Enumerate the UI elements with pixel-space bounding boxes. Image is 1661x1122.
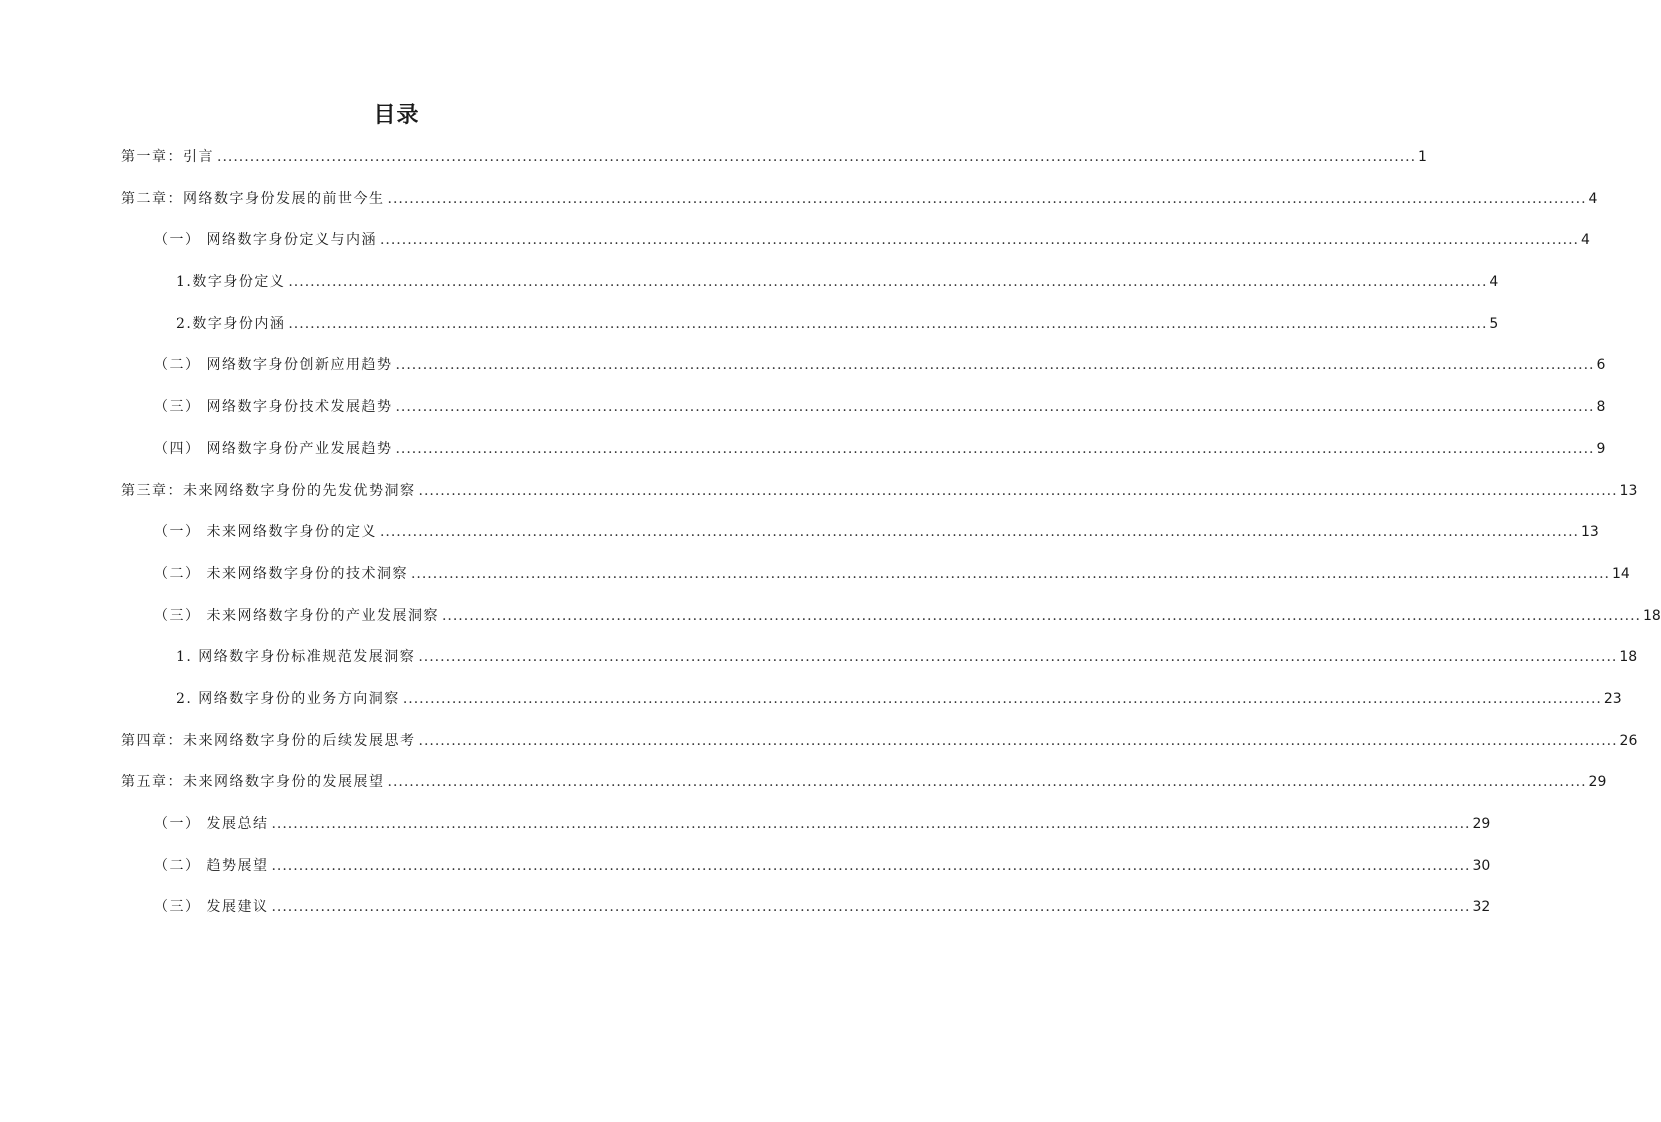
- toc-dot-leader: ............................................................................................................................................................................................................................: [217, 149, 1417, 165]
- toc-entry[interactable]: [121, 312, 1499, 354]
- toc-dot-leader: ............................................................................................................................................................................................................................: [387, 774, 1587, 791]
- toc-entry[interactable]: [121, 770, 1607, 812]
- toc-dot-leader: ............................................................................................................................................................................................................................: [379, 232, 1579, 249]
- toc-page-number: 8: [1596, 399, 1606, 416]
- toc-dot-leader: ............................................................................................................................................................................................................................: [418, 482, 1618, 499]
- toc-entry-label: 2. 网络数字身份的业务方向洞察: [176, 690, 400, 707]
- toc-entry-label: （一） 网络数字身份定义与内涵: [154, 232, 377, 249]
- toc-entry-label: （二） 趋势展望: [154, 857, 269, 874]
- toc-dot-leader: ............................................................................................................................................................................................................................: [379, 524, 1579, 541]
- toc-entry-label: 1. 网络数字身份标准规范发展洞察: [176, 649, 416, 666]
- toc-entry[interactable]: [121, 228, 1590, 270]
- toc-entry-label: 2.数字身份内涵: [176, 315, 286, 332]
- toc-entry-label: 第四章：未来网络数字身份的后续发展思考: [121, 732, 416, 749]
- toc-title: 目录: [373, 103, 420, 128]
- toc-entry-label: 第三章：未来网络数字身份的先发优势洞察: [121, 482, 416, 499]
- toc-entry[interactable]: [121, 479, 1638, 521]
- toc-list: [121, 145, 1661, 937]
- toc-page-number: 29: [1472, 816, 1491, 832]
- toc-entry[interactable]: [121, 145, 1427, 187]
- toc-entry[interactable]: [121, 562, 1630, 604]
- toc-dot-leader: ............................................................................................................................................................................................................................: [418, 732, 1618, 749]
- toc-page-number: 6: [1596, 357, 1606, 374]
- toc-entry[interactable]: [121, 520, 1599, 562]
- toc-entry[interactable]: [121, 604, 1661, 646]
- toc-page-number: 23: [1603, 690, 1622, 707]
- toc-page-number: 18: [1619, 649, 1638, 666]
- toc-entry-label: （三） 网络数字身份技术发展趋势: [154, 399, 393, 416]
- toc-entry-label: 1.数字身份定义: [176, 274, 286, 291]
- toc-entry[interactable]: [121, 187, 1598, 229]
- toc-entry-label: （二） 网络数字身份创新应用趋势: [154, 357, 393, 374]
- toc-page-number: 29: [1588, 774, 1607, 791]
- toc-dot-leader: ............................................................................................................................................................................................................................: [410, 565, 1610, 582]
- toc-entry-label: 第二章：网络数字身份发展的前世今生: [121, 190, 385, 207]
- toc-dot-leader: ............................................................................................................................................................................................................................: [395, 440, 1595, 457]
- toc-page-number: 4: [1588, 190, 1598, 207]
- toc-dot-leader: ............................................................................................................................................................................................................................: [271, 816, 1471, 832]
- toc-page-number: 18: [1643, 607, 1661, 624]
- toc-dot-leader: ............................................................................................................................................................................................................................: [441, 607, 1641, 624]
- toc-page-number: 26: [1619, 732, 1638, 749]
- toc-entry-label: （二） 未来网络数字身份的技术洞察: [154, 565, 408, 582]
- toc-page-number: 13: [1581, 524, 1599, 541]
- toc-entry[interactable]: [121, 395, 1606, 437]
- toc-page-number: 4: [1489, 274, 1499, 291]
- toc-entry[interactable]: [121, 812, 1491, 854]
- toc-dot-leader: ............................................................................................................................................................................................................................: [395, 357, 1595, 374]
- toc-dot-leader: ............................................................................................................................................................................................................................: [402, 690, 1602, 707]
- toc-entry[interactable]: [121, 270, 1499, 312]
- toc-entry[interactable]: [121, 437, 1606, 479]
- toc-page-number: 5: [1489, 315, 1499, 332]
- toc-dot-leader: ............................................................................................................................................................................................................................: [271, 857, 1471, 874]
- toc-dot-leader: ............................................................................................................................................................................................................................: [395, 399, 1595, 416]
- toc-entry-label: （三） 未来网络数字身份的产业发展洞察: [154, 607, 439, 624]
- toc-entry[interactable]: [121, 645, 1638, 687]
- toc-entry[interactable]: [121, 854, 1491, 896]
- toc-page-number: 14: [1612, 565, 1630, 582]
- toc-entry[interactable]: [121, 353, 1606, 395]
- toc-page-number: 13: [1619, 482, 1638, 499]
- toc-page-number: 9: [1596, 440, 1606, 457]
- toc-entry[interactable]: [121, 687, 1622, 729]
- toc-entry[interactable]: [121, 729, 1638, 771]
- toc-entry-label: （一） 发展总结: [154, 816, 269, 832]
- toc-dot-leader: ............................................................................................................................................................................................................................: [418, 649, 1618, 666]
- toc-dot-leader: ............................................................................................................................................................................................................................: [387, 190, 1587, 207]
- toc-entry[interactable]: [121, 895, 1491, 937]
- toc-page-number: 4: [1581, 232, 1590, 249]
- toc-dot-leader: ............................................................................................................................................................................................................................: [288, 274, 1488, 291]
- toc-entry-label: 第一章：引言: [121, 149, 214, 165]
- toc-entry-label: （四） 网络数字身份产业发展趋势: [154, 440, 393, 457]
- toc-page-number: 1: [1418, 149, 1427, 165]
- toc-entry-label: 第五章：未来网络数字身份的发展展望: [121, 774, 385, 791]
- toc-dot-leader: ............................................................................................................................................................................................................................: [288, 315, 1488, 332]
- toc-entry-label: （三） 发展建议: [154, 899, 269, 916]
- toc-dot-leader: ............................................................................................................................................................................................................................: [271, 899, 1471, 916]
- toc-page-number: 32: [1472, 899, 1491, 916]
- toc-entry-label: （一） 未来网络数字身份的定义: [154, 524, 377, 541]
- toc-page-number: 30: [1472, 857, 1491, 874]
